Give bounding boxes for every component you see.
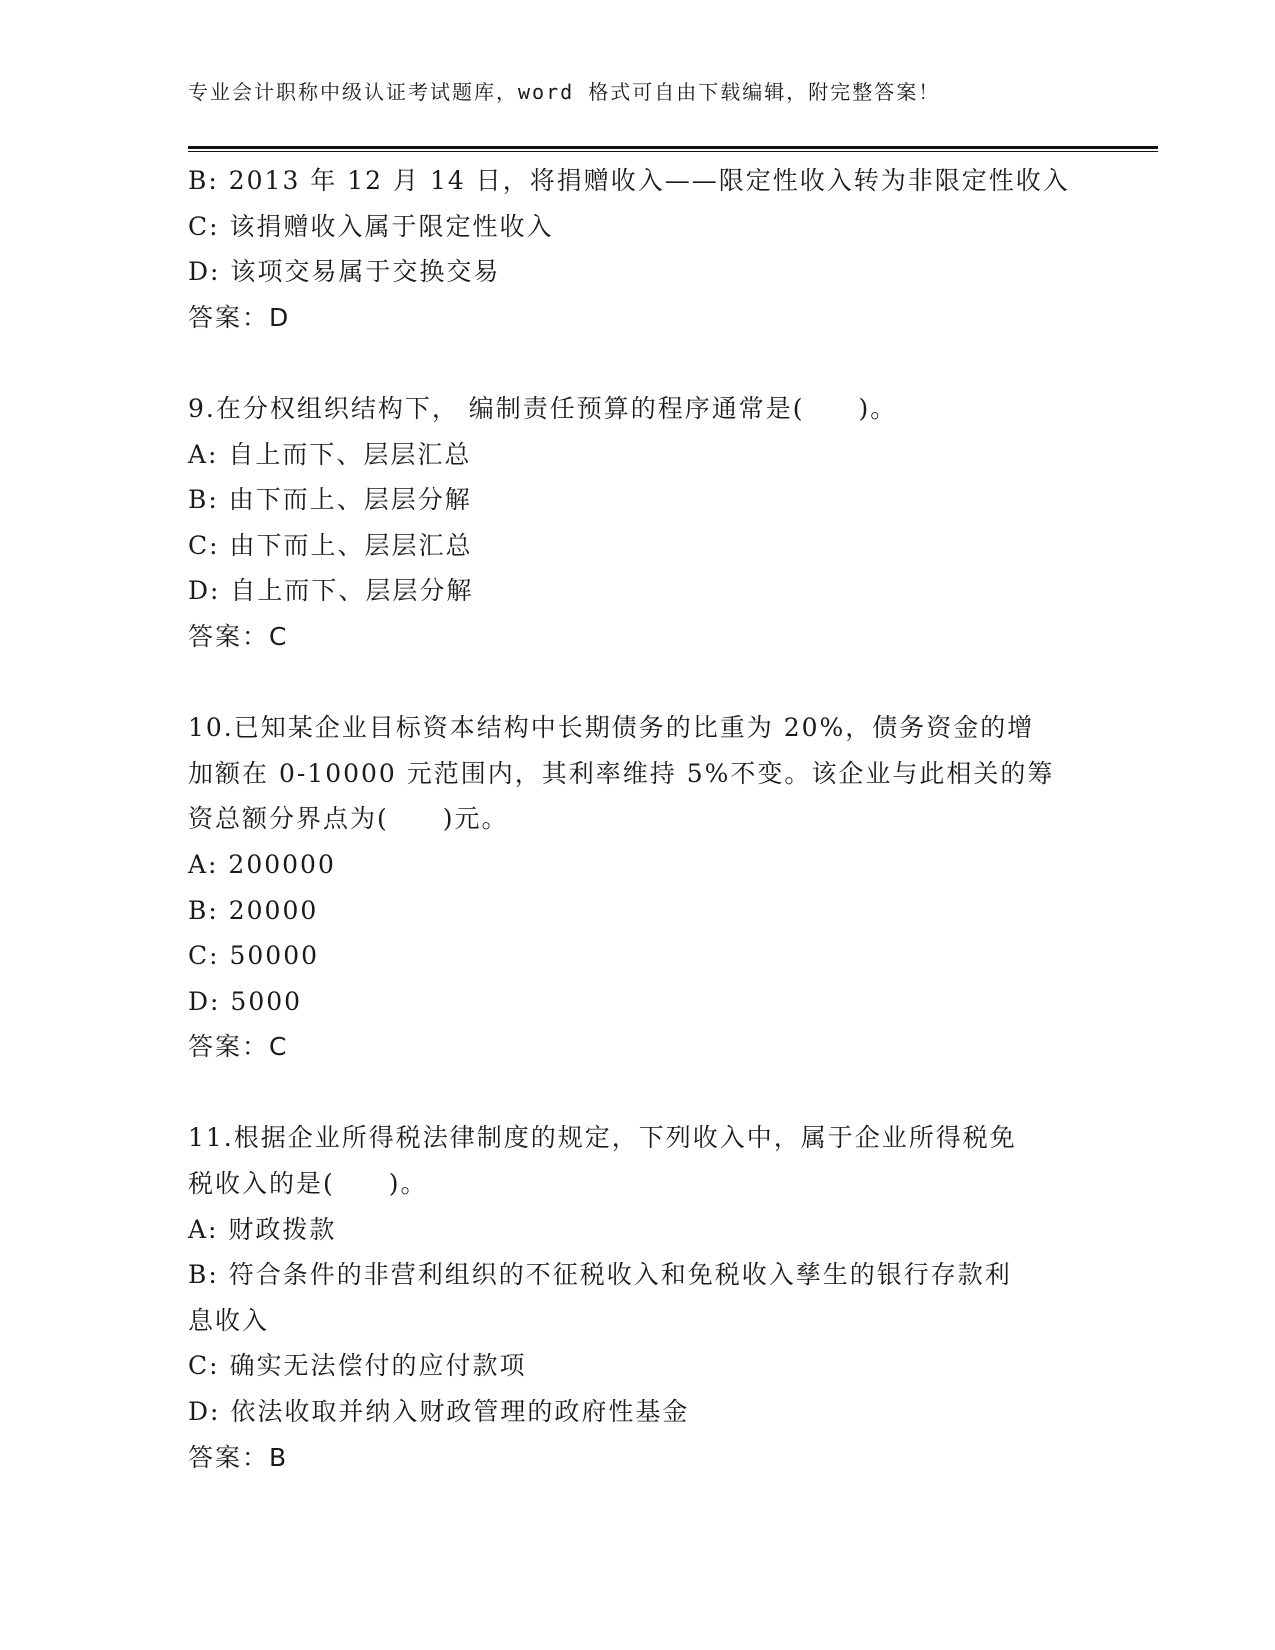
question-content xyxy=(188,158,1088,1480)
q9-option-b: B: 由下而上、层层分解 xyxy=(188,485,472,515)
q11-option-b: B: 符合条件的非营利组织的不征税收入和免税收入孳生的银行存款利 xyxy=(188,1260,1012,1290)
q10-option-d: D: 5000 xyxy=(188,986,303,1016)
q8-option-b: B: 2013 年 12 月 14 日，将捐赠收入——限定性收入转为非限定性收入 xyxy=(188,166,1070,195)
q11-option-a: A: 财政拨款 xyxy=(188,1214,337,1244)
header-rule-thin xyxy=(188,151,1158,152)
q11-stem-line-1: 11.根据企业所得税法律制度的规定，下列收入中，属于企业所得税免 xyxy=(188,1123,1017,1153)
q9-option-c: C: 由下而上、层层汇总 xyxy=(188,530,473,560)
q8-answer: 答案：D xyxy=(188,302,291,332)
q11-answer: 答案：B xyxy=(188,1442,289,1472)
spacer xyxy=(188,340,1088,386)
q10-option-b: B: 20000 xyxy=(188,895,319,925)
q11-option-b-cont: 息收入 xyxy=(188,1305,270,1335)
page-header: 专业会计职称中级认证考试题库，word 格式可自由下载编辑，附完整答案！ xyxy=(188,80,941,104)
q11-option-d: D: 依法收取并纳入财政管理的政府性基金 xyxy=(188,1397,690,1427)
q8-option-d: D: 该项交易属于交换交易 xyxy=(188,257,501,287)
q11-stem-line-2: 税收入的是( )。 xyxy=(188,1169,428,1199)
q9-stem: 9.在分权组织结构下， 编制责任预算的程序通常是( )。 xyxy=(188,393,898,423)
q10-stem-line-3: 资总额分界点为( )元。 xyxy=(188,804,509,834)
q10-answer: 答案：C xyxy=(188,1032,289,1062)
q9-answer: 答案：C xyxy=(188,621,289,651)
q8-option-c: C: 该捐赠收入属于限定性收入 xyxy=(188,211,554,241)
spacer xyxy=(188,660,1088,706)
q9-option-d: D: 自上而下、层层分解 xyxy=(188,576,474,606)
header-rule-thick xyxy=(188,146,1158,149)
q11-option-c: C: 确实无法偿付的应付款项 xyxy=(188,1351,527,1381)
spacer xyxy=(188,1070,1088,1116)
q10-stem-line-1: 10.已知某企业目标资本结构中长期债务的比重为 20%，债务资金的增 xyxy=(188,713,1035,743)
q10-stem-line-2: 加额在 0-10000 元范围内，其利率维持 5%不变。该企业与此相关的筹 xyxy=(188,758,1055,788)
q10-option-a: A: 200000 xyxy=(188,849,336,879)
q10-option-c: C: 50000 xyxy=(188,941,320,971)
q9-option-a: A: 自上而下、层层汇总 xyxy=(188,439,472,469)
